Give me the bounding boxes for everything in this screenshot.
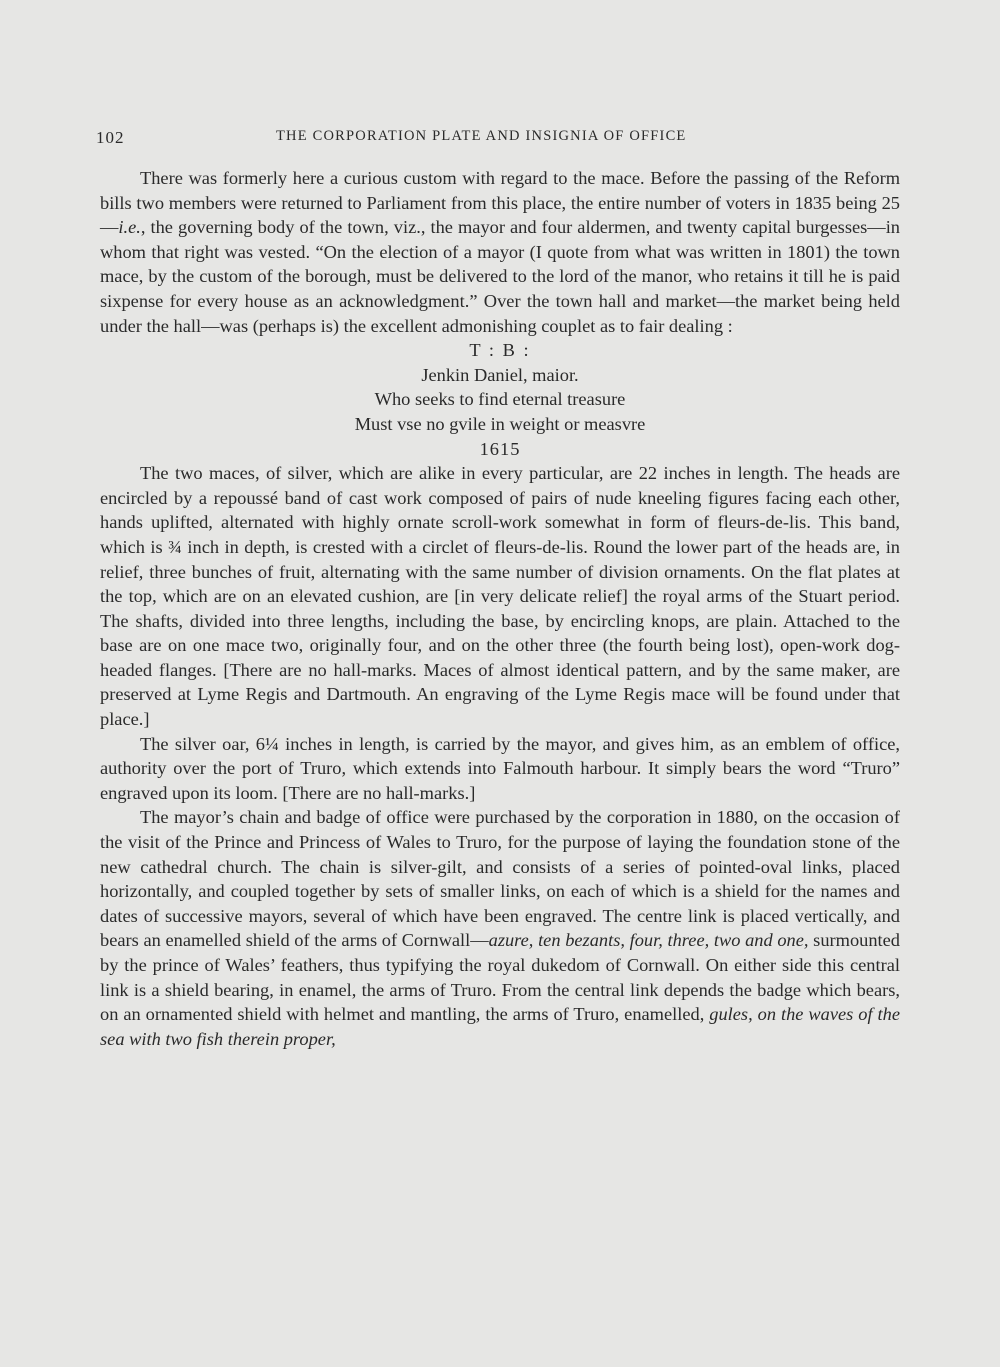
italic-run: gules, on the waves of the sea with two fish therein proper,	[100, 1004, 900, 1049]
inscription-line: Must vse no gvile in weight or measvre	[354, 413, 646, 434]
paragraph-mayor-chain	[100, 805, 900, 1051]
text-run: surmounted by the prince of Wales’ feathers, thus typifying the royal dukedom of Cornwall. On either side this central link is a shield bearing, in enamel, the arms of Truro. From the central link depends the badge which bears, on an ornamented shield with helmet and mantling, the arms of Truro, enamelled,	[100, 930, 900, 1025]
text-run: The silver oar, 6	[140, 733, 265, 754]
paragraph-silver-oar	[100, 732, 900, 806]
inscription-line: Who seeks to find eternal treasure	[374, 389, 626, 410]
italic-run: i.e.	[118, 217, 141, 238]
text-run: The mayor’s chain and badge of office were purchased by the corporation in 1880, on the occasion of the visit of the Prince and Princess of Wales to Truro, for the purpose of laying the foundation stone of the new cathedral church. The chain is silver-gilt, and consists of a series of pointed-oval links, placed horizontally, and coupled together by sets of smaller links, on each of which is a shield for the names and dates of successive mayors, several of which have been engraved. The centre link is placed vertically, and bears an enamelled shield of the arms of Cornwall—	[100, 807, 900, 951]
fraction: ¼	[265, 733, 279, 754]
body-text	[100, 166, 900, 1051]
inscription	[100, 338, 900, 461]
text-run: The two maces, of silver, which are alike in every particular, are 22 inches in length. The heads are encircled by a repoussé band of cast work composed of pairs of nude kneeling figures facing each other, hands uplifted, alternated with highly ornate scroll-work somewhat in form of fleurs-de-lis. This band, which is	[100, 463, 900, 557]
italic-run: azure, ten bezants, four, three, two and one,	[488, 930, 809, 951]
text-run: , the governing body of the town, viz., the mayor and four aldermen, and twenty capital burgesses—in whom that right was vested. “On the election of a mayor (I quote from what was written in 1801) the town mace, by the custom of the borough, must be delivered to the lord of the manor, who retains it till he is paid sixpense for every house as an acknowledgment.” Over the town hall and market—the market being held under the hall—was (perhaps is) the excellent admonishing couplet as to fair dealing :	[100, 217, 900, 336]
paragraph-mace-custom	[100, 166, 900, 338]
page-number: 102	[96, 128, 125, 147]
paragraph-maces	[100, 461, 900, 732]
text-run: There was formerly here a curious custom with regard to the mace. Before the passing of the Reform bills two members were returned to Parliament from this place, the entire number of voters in 1835 being 25—	[100, 168, 900, 238]
running-title: THE CORPORATION PLATE AND INSIGNIA OF OFFICE	[276, 128, 687, 144]
fraction: ¾	[168, 536, 182, 557]
text-run: inches in length, is carried by the mayor, and gives him, as an emblem of office, authority over the port of Truro, which extends into Falmouth harbour. It simply bears the word “Truro” engraved upon its loom. [There are no hall-marks.]	[100, 733, 900, 803]
running-head	[96, 128, 904, 154]
inscription-year: 1615	[479, 438, 521, 459]
text-run: inch in depth, is crested with a circlet of fleurs-de-lis. Round the lower part of the heads are, in relief, three bunches of fruit, alternating with the same number of division ornaments. On the flat plates at the top, which are on an elevated cushion, are [in very delicate relief] the royal arms of the Stuart period. The shafts, divided into three lengths, including the base, by encircling knops, are plain. Attached to the base are on one mace two, originally four, and on the other three (the fourth being lost), open-work dog-headed flanges. [There are no hall-marks. Maces of almost identical pattern, and by the same maker, are preserved at Lyme Regis and Dartmouth. An engraving of the Lyme Regis mace will be found under that place.]	[100, 536, 901, 730]
inscription-line: T : B :	[469, 340, 531, 361]
inscription-line: Jenkin Daniel, maior.	[421, 364, 579, 385]
